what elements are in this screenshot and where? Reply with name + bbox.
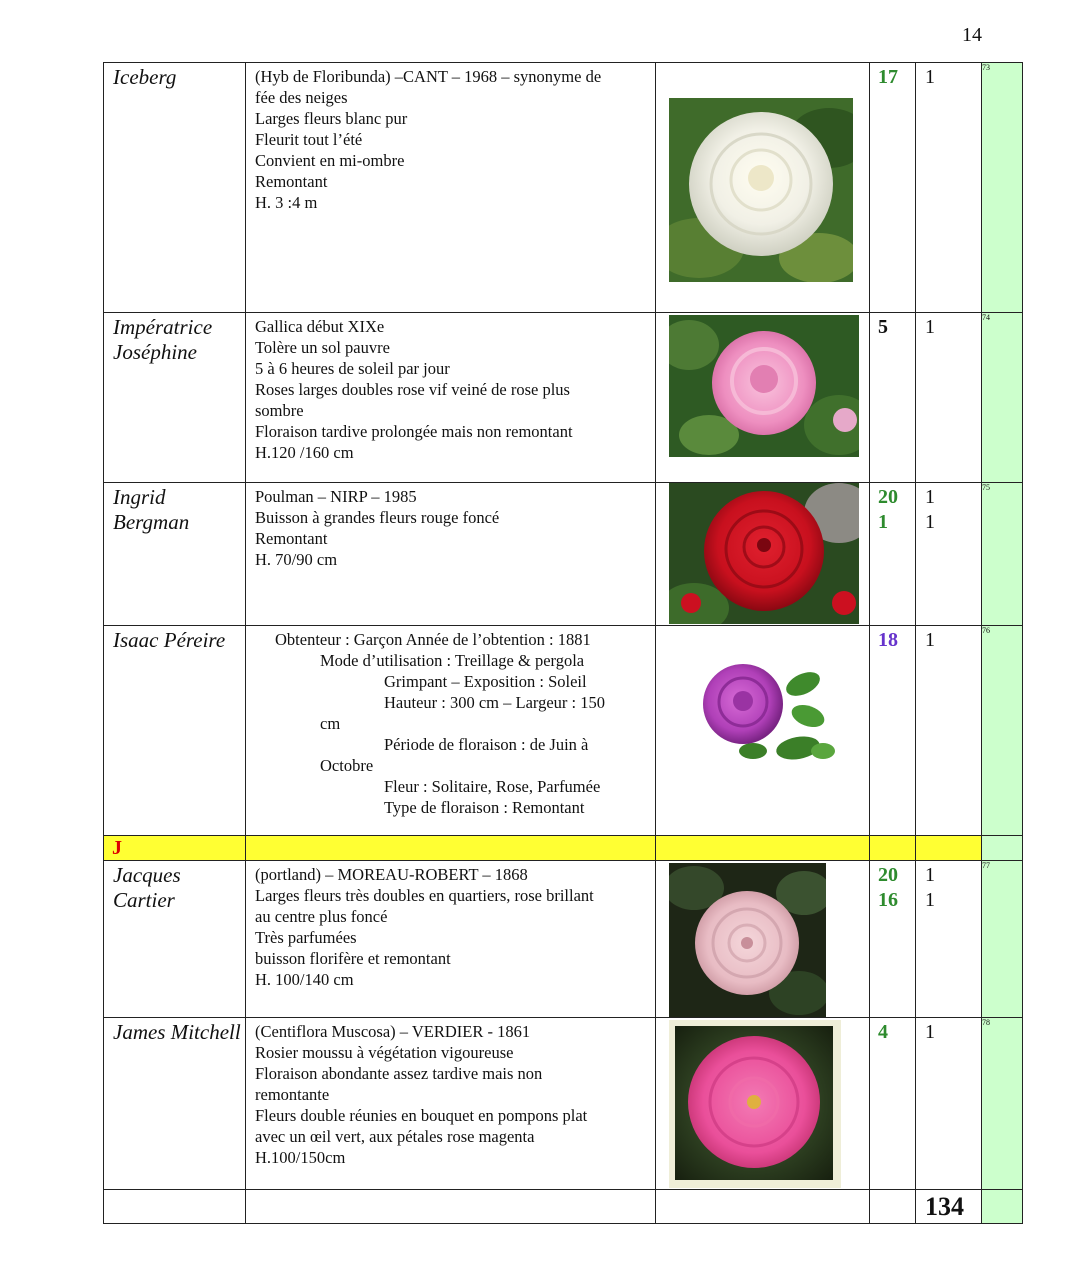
isaac-pereire-rose-photo [698, 656, 838, 768]
quantity-value: 4 [878, 1021, 888, 1043]
rose-name: Isaac Péreire [113, 628, 226, 652]
count-cell [916, 63, 981, 90]
description-line: Fleur : Solitaire, Rose, Parfumée [384, 777, 601, 796]
description-line: Grimpant – Exposition : Soleil [384, 672, 587, 691]
ingrid-bergman-rose-photo [669, 483, 859, 624]
count-value: 1 [925, 889, 935, 911]
section-header-row [104, 836, 1023, 861]
table-row [104, 861, 1023, 1018]
description-line: Hauteur : 300 cm – Largeur : 150 [384, 693, 606, 712]
rose-photo-cell [656, 63, 870, 313]
ref-number: 74 [982, 313, 1023, 483]
quantity-cell [870, 1018, 915, 1045]
quantity-cell [870, 313, 915, 340]
rose-name: James Mitchell [113, 1020, 241, 1044]
rose-photo-cell [656, 1018, 870, 1190]
ref-number: 73 [982, 63, 1023, 313]
count-cell [916, 861, 981, 913]
rose-photo-cell [656, 626, 870, 836]
total-count: 134 [925, 1192, 964, 1221]
rose-description: Gallica début XIXe Tolère un sol pauvre 5 à 6 heures de soleil par jour Roses larges doubles rose vif veiné de rose plus sombre Floraison tardive prolongée mais non remontant H.120 /160 cm [255, 317, 573, 462]
count-cell [916, 313, 981, 340]
count-value: 1 [925, 486, 935, 508]
quantity-value: 17 [878, 66, 898, 88]
quantity-value: 16 [878, 889, 898, 911]
table-row [104, 63, 1023, 313]
quantity-cell [870, 861, 915, 913]
rose-photo-cell [656, 861, 870, 1018]
table-row [104, 313, 1023, 483]
count-cell [916, 626, 981, 653]
imperatrice-josephine-rose-photo [669, 315, 859, 457]
table-row [104, 626, 1023, 836]
iceberg-rose-photo [669, 98, 853, 282]
quantity-value: 18 [878, 629, 898, 651]
rose-description: (portland) – MOREAU-ROBERT – 1868 Larges fleurs très doubles en quartiers, rose brillant au centre plus foncé Très parfumées buisson florifère et remontant H. 100/140 cm [255, 865, 594, 989]
description-line: Type de floraison : Remontant [384, 798, 585, 817]
quantity-cell [870, 626, 915, 653]
description-line: Obtenteur : Garçon Année de l’obtention : 1881 [275, 630, 591, 649]
rose-catalog-table [103, 62, 1023, 1224]
table-row [104, 483, 1023, 626]
count-cell [916, 483, 981, 535]
rose-description: (Centiflora Muscosa) – VERDIER - 1861 Rosier moussu à végétation vigoureuse Floraison abondante assez tardive mais non remontante Fleurs double réunies en bouquet en pompons plat avec un œil vert, aux pétales rose magenta H.100/150cm [255, 1022, 588, 1167]
ref-number: 75 [982, 483, 1023, 626]
description-line: Période de floraison : de Juin à [384, 735, 589, 754]
rose-photo-cell [656, 313, 870, 483]
quantity-value: 20 [878, 486, 898, 508]
quantity-cell [870, 483, 915, 535]
rose-name: Impératrice Joséphine [113, 315, 213, 364]
description-line: Octobre [320, 756, 374, 775]
page-number: 14 [962, 24, 982, 46]
table-row [104, 1018, 1023, 1190]
rose-description [246, 626, 655, 818]
rose-name: Iceberg [113, 65, 177, 89]
rose-photo-cell [656, 483, 870, 626]
description-line: Mode d’utilisation : Treillage & pergola [320, 651, 585, 670]
count-value: 1 [925, 511, 935, 533]
quantity-value: 20 [878, 864, 898, 886]
total-row [104, 1190, 1023, 1224]
rose-name: Jacques Cartier [113, 863, 181, 912]
section-letter: J [112, 837, 122, 859]
count-cell [916, 1018, 981, 1045]
quantity-value: 1 [878, 511, 888, 533]
quantity-cell [870, 63, 915, 90]
rose-name: Ingrid Bergman [113, 485, 190, 534]
ref-number: 77 [982, 861, 1023, 1018]
james-mitchell-rose-photo [669, 1020, 841, 1188]
rose-description: Poulman – NIRP – 1985 Buisson à grandes fleurs rouge foncé Remontant H. 70/90 cm [255, 487, 500, 569]
count-value: 1 [925, 629, 935, 651]
count-value: 1 [925, 316, 935, 338]
quantity-value: 5 [878, 316, 888, 338]
count-value: 1 [925, 1021, 935, 1043]
rose-description: (Hyb de Floribunda) –CANT – 1968 – synonyme de fée des neiges Larges fleurs blanc pur Fleurit tout l’été Convient en mi-ombre Remontant H. 3 :4 m [255, 67, 602, 212]
count-value: 1 [925, 66, 935, 88]
description-line: cm [320, 714, 341, 733]
count-value: 1 [925, 864, 935, 886]
ref-number: 76 [982, 626, 1023, 836]
ref-number: 78 [982, 1018, 1023, 1190]
jacques-cartier-rose-photo [669, 863, 826, 1017]
